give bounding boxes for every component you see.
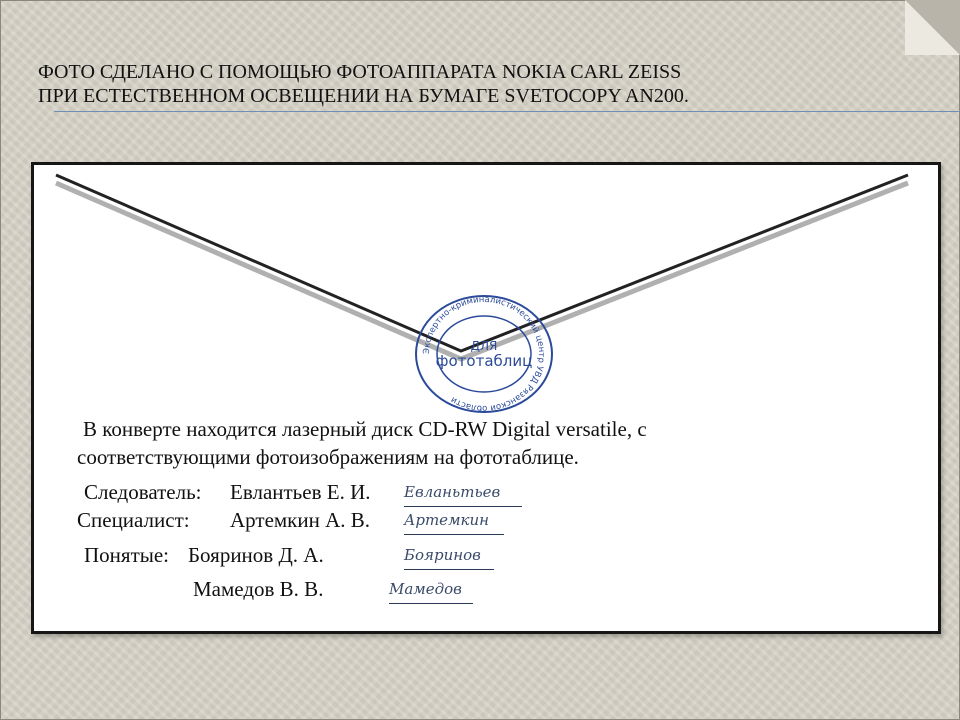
specialist-label: Специалист: bbox=[77, 508, 190, 532]
caption-line-2: ПРИ ЕСТЕСТВЕННОМ ОСВЕЩЕНИИ НА БУМАГЕ SVETOCOPY AN200. bbox=[38, 85, 689, 107]
description-line-2: соответствующими фотоизображениям на фототаблице. bbox=[77, 445, 579, 469]
description-line-1: В конверте находится лазерный диск CD-RW Digital versatile, с bbox=[83, 417, 647, 441]
envelope-description bbox=[77, 415, 897, 471]
witness-1-name: Бояринов Д. А. bbox=[188, 543, 324, 567]
specialist-name: Артемкин А. В. bbox=[230, 508, 371, 532]
stamp-center-main: фототаблиц bbox=[435, 352, 533, 370]
witness-1-signature: Бояринов bbox=[404, 539, 494, 570]
investigator-label: Следователь: bbox=[84, 480, 202, 504]
investigator-name: Евлантьев Е. И. bbox=[230, 480, 371, 504]
witness-2-signature: Мамедов bbox=[389, 573, 473, 604]
photo-caption bbox=[38, 60, 898, 108]
stamp-ring-text: Экспертно-криминалистический центр УВД Рязанской области bbox=[421, 294, 547, 414]
caption-underline bbox=[54, 111, 960, 112]
stamp-center-top: ДЛЯ bbox=[470, 339, 498, 353]
witnesses-label: Понятые: bbox=[84, 543, 170, 567]
page-curl-corner bbox=[905, 0, 960, 55]
witness-2-name: Мамедов В. В. bbox=[193, 577, 324, 601]
caption-line-1: ФОТО СДЕЛАНО С ПОМОЩЬЮ ФОТОАППАРАТА NOKIA CARL ZEISS bbox=[38, 61, 682, 83]
stamp bbox=[414, 294, 554, 414]
specialist-signature: Артемкин bbox=[404, 504, 504, 535]
investigator-signature: Евланьтьев bbox=[404, 476, 522, 507]
